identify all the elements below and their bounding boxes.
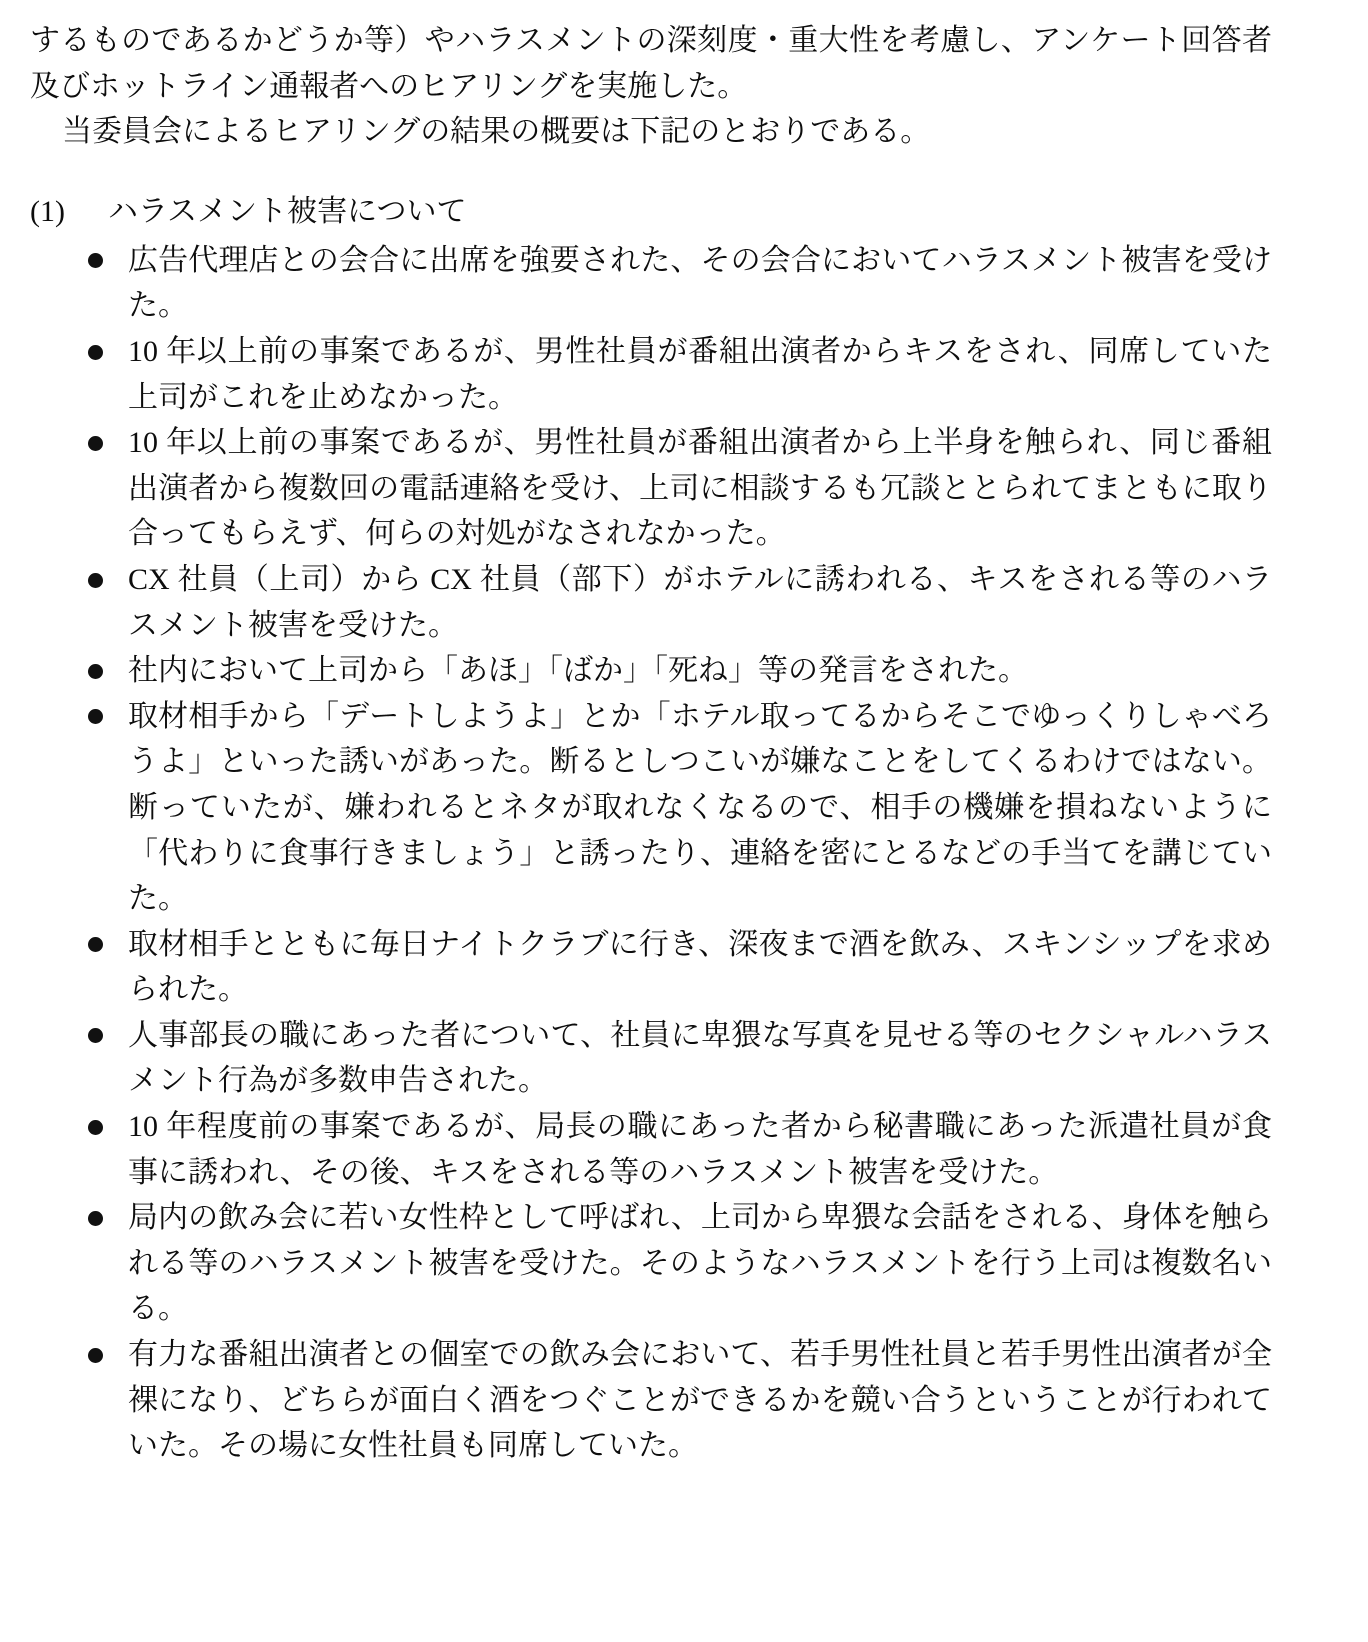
bullet-dot-icon [88,1028,103,1043]
list-item-text: 有力な番組出演者との個室での飲み会において、若手男性社員と若手男性出演者が全裸になり、どちらが面白く酒をつぐことができるかを競い合うということが行われていた。その場に女性社員も同席していた。 [128,1338,1272,1463]
list-item-text: 10 年程度前の事案であるが、局長の職にあった者から秘書職にあった派遣社員が食事に誘われ、その後、キスをされる等のハラスメント被害を受けた。 [128,1110,1272,1189]
bullet-dot-icon [88,1348,103,1363]
list-item-text: 取材相手から「デートしようよ」とか「ホテル取ってるからそこでゆっくりしゃべろうよ」といった誘いがあった。断るとしつこいが嫌なことをしてくるわけではない。断っていたが、嫌われるとネタが取れなくなるので、相手の機嫌を損ねないように「代わりに食事行きましょう」と誘ったり、連絡を密にとるなどの手当てを講じていた。 [128,699,1272,916]
list-item [30,329,1272,420]
list-item-text: 局内の飲み会に若い女性枠として呼ばれ、上司から卑猥な会話をされる、身体を触られる等のハラスメント被害を受けた。そのようなハラスメントを行う上司は複数名いる。 [128,1201,1272,1326]
bullet-dot-icon [88,1211,103,1226]
list-item [30,1195,1272,1332]
bullet-dot-icon [88,436,103,451]
list-item-text: 取材相手とともに毎日ナイトクラブに行き、深夜まで酒を飲み、スキンシップを求められた。 [128,927,1272,1007]
list-item [30,1013,1272,1104]
list-item-text: 10 年以上前の事案であるが、男性社員が番組出演者から上半身を触られ、同じ番組出演者から複数回の電話連絡を受け、上司に相談するも冗談ととられてまともに取り合ってもらえず、何らの対処がなされなかった。 [128,426,1272,551]
bullet-dot-icon [88,709,103,724]
list-item-text: 10 年以上前の事案であるが、男性社員が番組出演者からキスをされ、同席していた上司がこれを止めなかった。 [128,334,1272,414]
bullet-dot-icon [88,937,103,952]
list-item-text: 人事部長の職にあった者について、社員に卑猥な写真を見せる等のセクシャルハラスメント行為が多数申告された。 [128,1018,1272,1098]
list-item-text: CX 社員（上司）から CX 社員（部下）がホテルに誘われる、キスをされる等のハラスメント被害を受けた。 [128,562,1272,642]
spacer [30,155,1272,189]
bullet-dot-icon [88,573,103,588]
list-item [30,238,1272,329]
list-item-text: 社内において上司から「あほ」「ばか」「死ね」等の発言をされた。 [128,654,1028,688]
list-item [30,420,1272,557]
harassment-report-list [30,238,1272,1469]
section-title: ハラスメント被害について [108,194,467,228]
section-heading [30,189,1272,234]
list-item [30,922,1272,1013]
section-number: (1) [30,194,65,228]
list-item [30,648,1272,694]
list-item [30,1332,1272,1469]
bullet-dot-icon [88,1120,103,1135]
bullet-dot-icon [88,664,103,679]
list-item [30,557,1272,648]
list-item-text: 広告代理店との会合に出席を強要された、その会合においてハラスメント被害を受けた。 [128,243,1272,323]
bullet-dot-icon [88,345,103,360]
bullet-dot-icon [88,253,103,268]
list-item [30,1104,1272,1195]
intro-paragraph-1: するものであるかどうか等）やハラスメントの深刻度・重大性を考慮し、アンケート回答者及びホットライン通報者へのヒアリングを実施した。 [30,24,1272,103]
list-item [30,694,1272,922]
intro-paragraph-2: 当委員会によるヒアリングの結果の概要は下記のとおりである。 [62,115,931,149]
